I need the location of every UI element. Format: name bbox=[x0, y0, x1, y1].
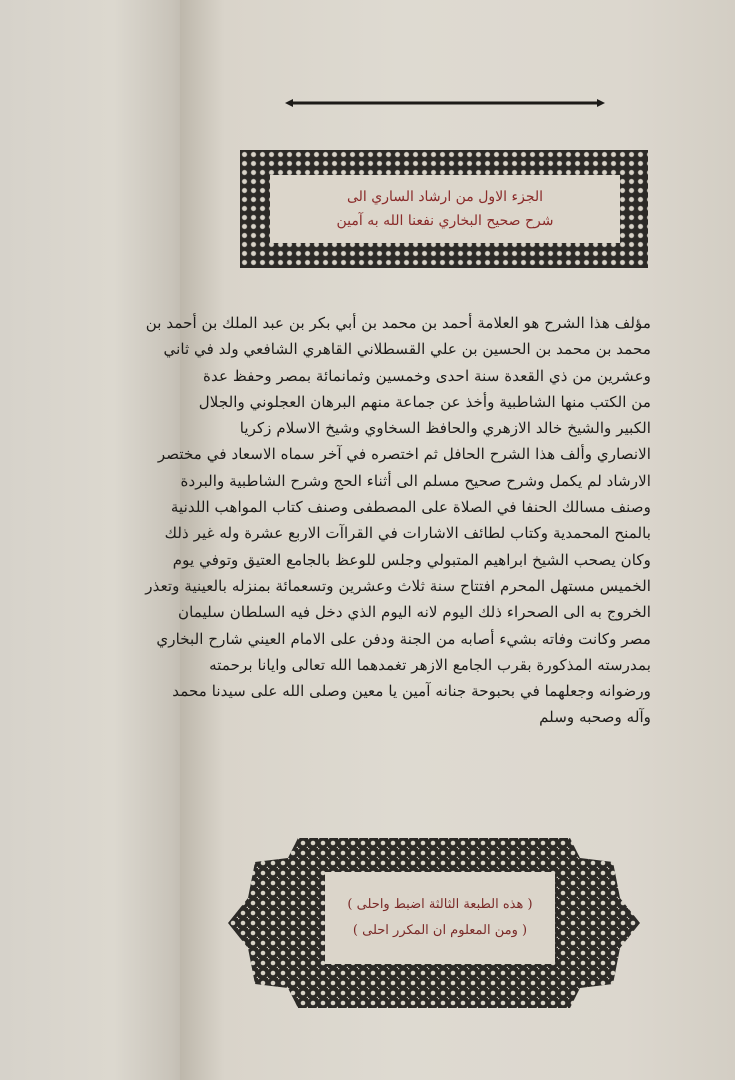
body-line: بالمنح المحمدية وكتاب لطائف الاشارات في القراآت الاربع عشرة وله غير ذلك bbox=[164, 524, 651, 543]
body-line: الخروج به الى الصحراء ذلك اليوم لانه اليوم الذي دخل فيه السلطان سليمان bbox=[177, 603, 651, 622]
body-line: الانصاري وألف هذا الشرح الحافل ثم اختصره في آخر سماه الاسعاد في مختصر bbox=[157, 445, 651, 464]
title-cartouche bbox=[270, 175, 620, 243]
facing-page bbox=[0, 0, 190, 1080]
body-line: من الكتب منها الشاطبية وأخذ عن جماعة منهم البرهان العجلوني والجلال bbox=[198, 392, 651, 411]
body-line: وآله وصحبه وسلم bbox=[539, 708, 651, 727]
body-line: ورضوانه وجعلهما في بحبوحة جنانه آمين يا معين وصلى الله على سيدنا محمد bbox=[172, 682, 651, 701]
body-line: وصنف مسالك الحنفا في الصلاة على المصطفى وصنف كتاب المواهب اللدنية bbox=[170, 498, 651, 517]
edition-cartouche bbox=[325, 872, 555, 964]
body-line: مؤلف هذا الشرح هو العلامة أحمد بن محمد بن أبي بكر بن عبد الملك بن أحمد بن bbox=[145, 314, 651, 332]
body-line: مصر وكانت وفاته بشيء أصابه من الجنة ودفن على الامام العيني شارح البخاري bbox=[156, 629, 651, 648]
body-line: وعشرين من ذي القعدة سنة احدى وخمسين وثمانمائة بمصر وحفظ عدة bbox=[203, 366, 651, 385]
edition-line-2: ( ومن المعلوم ان المكرر احلى ) bbox=[352, 923, 528, 938]
body-line: بمدرسته المذكورة بقرب الجامع الازهر تغمدهما الله تعالى وايانا برحمته bbox=[209, 655, 651, 674]
body-line: الخميس مستهل المحرم افتتاح سنة ثلاث وعشرين وتسعمائة بمنزله بالعينية وتعذر bbox=[145, 576, 651, 595]
edition-line-1: ( هذه الطبعة الثالثة اضبط واحلى ) bbox=[347, 897, 533, 912]
title-line-2: شرح صحيح البخاري نفعنا الله به آمين bbox=[336, 213, 554, 229]
top-rule-ornament bbox=[285, 98, 605, 108]
title-line-1: الجزء الاول من ارشاد الساري الى bbox=[346, 189, 544, 205]
body-line: الكبير والشيخ خالد الازهري والحافظ السخاوي وشيخ الاسلام زكريا bbox=[239, 419, 651, 438]
body-line: محمد بن محمد بن الحسين بن علي القسطلاني القاهري الشافعي ولد في ثاني bbox=[163, 340, 651, 359]
body-line: الارشاد لم يكمل وشرح صحيح مسلم الى أثناء الحج وشرح الشاطبية والبردة bbox=[180, 471, 651, 490]
body-text bbox=[145, 310, 651, 731]
body-line: وكان يصحب الشيخ ابراهيم المتبولي وجلس للوعظ بالجامع العتيق وتوفي يوم bbox=[172, 550, 651, 569]
